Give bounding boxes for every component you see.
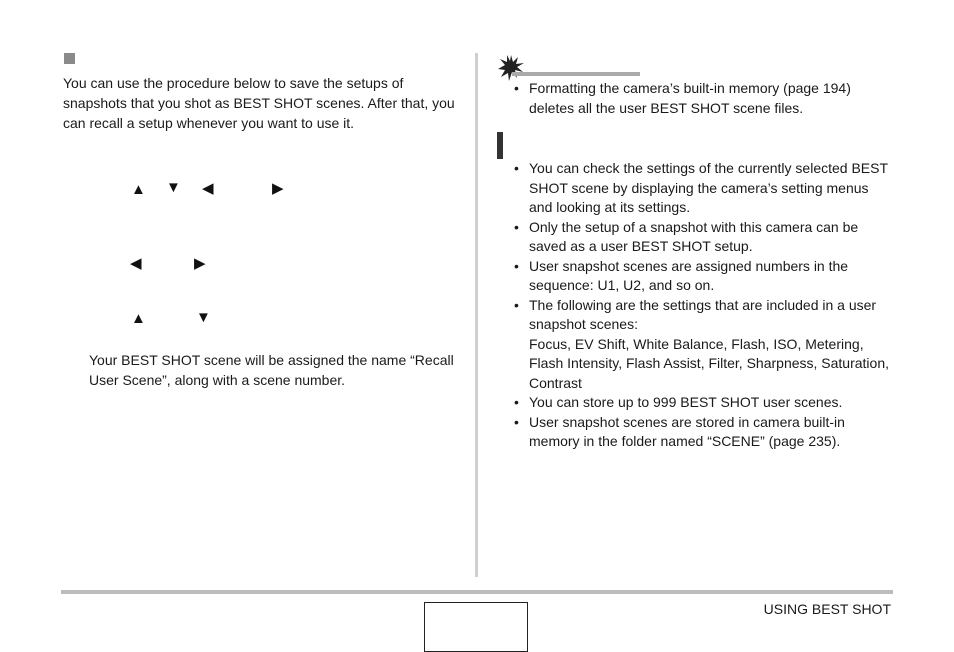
note-list — [512, 159, 894, 452]
list-item: • User snapshot scenes are assigned numbers in the sequence: U1, U2, and so on. — [512, 257, 894, 296]
column-divider — [475, 53, 478, 577]
up-arrow-icon: ▲ — [131, 310, 146, 327]
note-section-marker — [497, 132, 503, 159]
list-item — [512, 296, 894, 394]
important-burst-icon — [498, 55, 524, 81]
list-item: • You can store up to 999 BEST SHOT user scenes. — [512, 393, 894, 413]
footer-rule — [61, 590, 893, 594]
important-header-bar — [512, 72, 640, 76]
down-arrow-icon: ▼ — [196, 309, 211, 326]
intro-paragraph: You can use the procedure below to save the setups of snapshots that you shot as BEST SHOT scenes. After that, you can recall a setup whenever you want to use it. — [63, 75, 455, 131]
list-item: • You can check the settings of the currently selected BEST SHOT scene by displaying the camera’s setting menus and looking at its settings. — [512, 159, 894, 218]
right-arrow-icon: ▶ — [272, 180, 284, 197]
list-item-text: The following are the settings that are included in a user snapshot scenes: — [529, 296, 877, 332]
footer-section-title: USING BEST SHOT — [763, 601, 891, 617]
result-paragraph: Your BEST SHOT scene will be assigned the name “Recall User Scene”, along with a scene number. — [89, 352, 454, 388]
list-item: • Only the setup of a snapshot with this camera can be saved as a user BEST SHOT setup. — [512, 218, 894, 257]
right-arrow-icon: ▶ — [194, 255, 206, 272]
left-arrow-icon: ◀ — [130, 255, 142, 272]
left-arrow-icon: ◀ — [202, 180, 214, 197]
important-list — [512, 79, 884, 118]
list-item: • User snapshot scenes are stored in camera built-in memory in the folder named “SCENE” (page 235). — [512, 413, 894, 452]
page-number-box — [424, 602, 528, 652]
up-arrow-icon: ▲ — [131, 181, 146, 198]
list-item: • Formatting the camera’s built-in memory (page 194) deletes all the user BEST SHOT scene files. — [512, 79, 884, 118]
down-arrow-icon: ▼ — [166, 179, 181, 196]
settings-list-text: Focus, EV Shift, White Balance, Flash, ISO, Metering, Flash Intensity, Flash Assist, Filter, Sharpness, Saturation, Contrast — [529, 335, 890, 391]
section-square-icon — [64, 53, 75, 64]
